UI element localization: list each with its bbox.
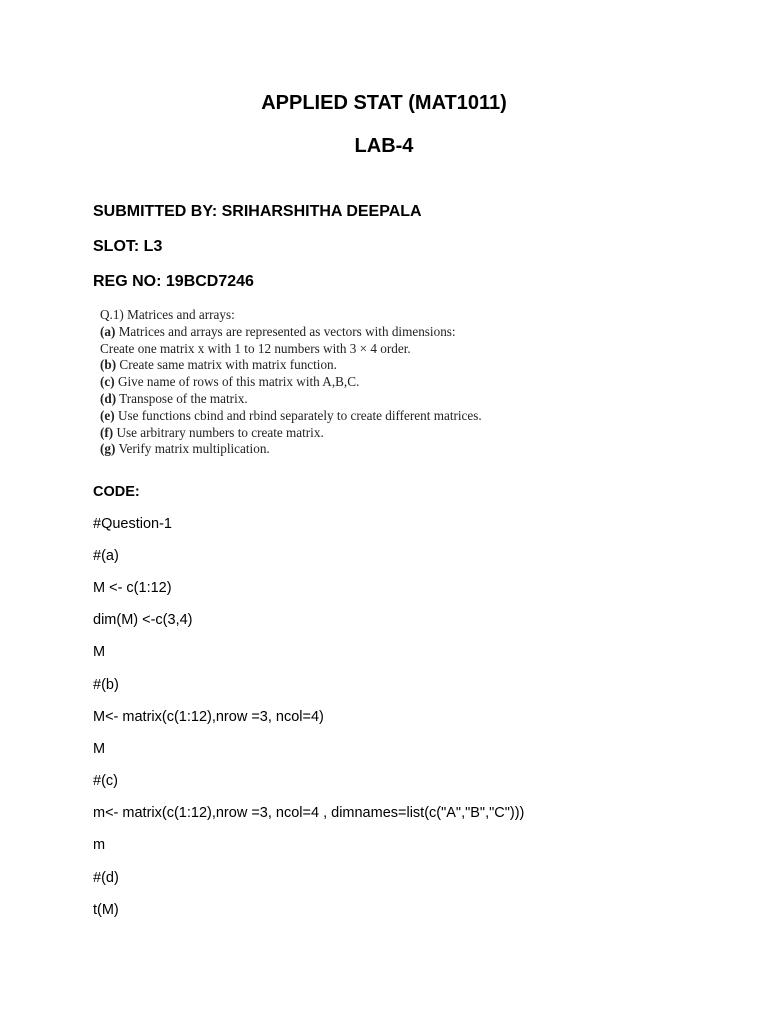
question-item-text: Create one matrix x with 1 to 12 numbers with 3 × 4 order. xyxy=(100,340,411,356)
lab-title: LAB-4 xyxy=(354,135,414,157)
course-title: APPLIED STAT (MAT1011) xyxy=(261,92,507,114)
question-item xyxy=(100,374,570,391)
code-line: t(M) xyxy=(93,902,119,918)
code-line: M <- c(1:12) xyxy=(93,580,172,596)
question-item-tag: (a) xyxy=(100,323,116,339)
question-item xyxy=(100,324,570,341)
code-line: M xyxy=(93,741,106,757)
submitted-by: SUBMITTED BY: SRIHARSHITHA DEEPALA xyxy=(93,203,422,220)
question-item-tag: (b) xyxy=(100,357,117,373)
question-item-text: Verify matrix multiplication. xyxy=(115,441,270,457)
question-item-tag: (f) xyxy=(100,424,114,440)
code-line: #(b) xyxy=(93,677,119,693)
question-item-text: Give name of rows of this matrix with A,B,C. xyxy=(114,374,360,390)
code-line: M xyxy=(93,644,106,660)
question-item-tag: (e) xyxy=(100,407,115,423)
question-image xyxy=(100,307,570,458)
question-item-tag: (g) xyxy=(100,441,116,457)
question-item-text: Create same matrix with matrix function. xyxy=(116,357,337,373)
code-line: dim(M) <-c(3,4) xyxy=(93,612,193,628)
question-item xyxy=(100,408,570,425)
code-label: CODE: xyxy=(93,484,140,500)
question-item-text: Transpose of the matrix. xyxy=(116,390,248,406)
question-item xyxy=(100,391,570,408)
question-item-text: Use functions cbind and rbind separately to create different matrices. xyxy=(114,407,482,423)
question-item xyxy=(100,341,570,358)
question-item-text: Use arbitrary numbers to create matrix. xyxy=(113,424,324,440)
code-line: m xyxy=(93,837,106,853)
slot: SLOT: L3 xyxy=(93,238,163,255)
code-line: m<- matrix(c(1:12),nrow =3, ncol=4 , dimnames=list(c("A","B","C"))) xyxy=(93,805,525,821)
code-line: #(d) xyxy=(93,870,119,886)
reg-no: REG NO: 19BCD7246 xyxy=(93,273,254,290)
question-item-tag: (c) xyxy=(100,374,115,390)
question-heading: Q.1) Matrices and arrays: xyxy=(100,307,235,322)
question-item xyxy=(100,425,570,442)
question-item xyxy=(100,441,570,458)
question-item-tag: (d) xyxy=(100,390,117,406)
code-line: M<- matrix(c(1:12),nrow =3, ncol=4) xyxy=(93,709,324,725)
question-item xyxy=(100,357,570,374)
code-line: #(c) xyxy=(93,773,118,789)
question-item-text: Matrices and arrays are represented as vectors with dimensions: xyxy=(115,323,456,339)
code-line: #Question-1 xyxy=(93,516,172,532)
code-line: #(a) xyxy=(93,548,119,564)
